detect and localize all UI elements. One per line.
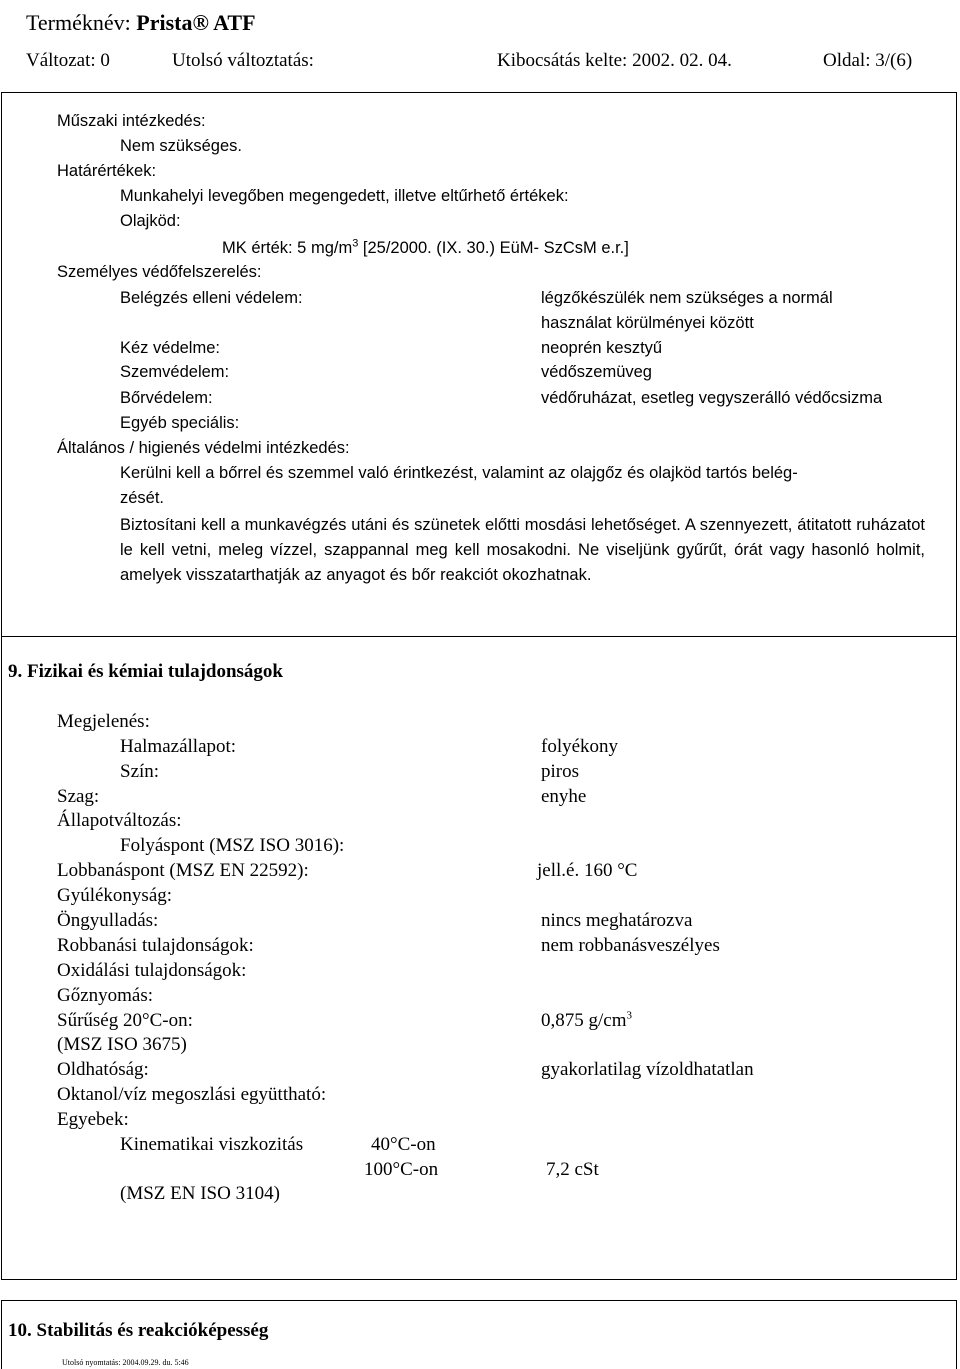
suru-value: [541, 1010, 632, 1032]
altalanos-label: Általános / higienés védelmi intézkedés:: [57, 439, 350, 457]
product-name-line: [26, 10, 256, 36]
szag-label: Szag:: [57, 786, 100, 807]
allapot-label: Állapotváltozás:: [57, 810, 182, 831]
robban-label: Robbanási tulajdonságok:: [57, 935, 254, 956]
szag-value: enyhe: [541, 786, 587, 807]
oldh-value: gyakorlatilag vízoldhatatlan: [541, 1059, 754, 1080]
protection-label-skin: Bőrvédelem:: [120, 389, 213, 407]
robban-value: nem robbanásveszélyes: [541, 935, 720, 956]
hatar-label: Határértékek:: [57, 162, 157, 180]
protection-label-eye: Szemvédelem:: [120, 363, 230, 381]
section10-left-border: [1, 1300, 2, 1369]
protection-label-other: Egyéb speciális:: [120, 414, 240, 432]
version-text: Változat: 0: [26, 50, 110, 71]
olajkod-label: Olajköd:: [120, 212, 181, 230]
goz-label: Gőznyomás:: [57, 985, 154, 1006]
hygiene-paragraph: Biztosítani kell a munkavégzés utáni és szünetek előtti mosdási lehetőséget. A szennyezett, átitatott ruházatot le kell vetni, meleg vízzel, szappannal meg kell mosakodni. Ne viseljünk gyűrűt, órát vagy hasonló holmit, amelyek visszatarthatják az anyagot és bőr reakciót okozhatnak.: [120, 516, 925, 584]
para1-line1: Kerülni kell a bőrrel és szemmel való érintkezést, valamint az olajgőz és olajköd tartós belég-: [120, 464, 798, 482]
kin-temp2: 100°C-on: [364, 1159, 439, 1180]
section9-title: 9. Fizikai és kémiai tulajdonságok: [8, 661, 283, 682]
suru-number: 0,875 g/cm: [541, 1010, 627, 1031]
protection-label-breathing: Belégzés elleni védelem:: [120, 289, 303, 307]
ongyull-value: nincs meghatározva: [541, 910, 693, 931]
mk-prefix: MK érték: 5 mg/m: [222, 239, 353, 257]
oktanol-label: Oktanol/víz megoszlási együttható:: [57, 1084, 327, 1105]
section10-right-border: [956, 1300, 957, 1369]
egyebek-label: Egyebek:: [57, 1109, 129, 1130]
print-footer: Utolsó nyomtatás: 2004.09.29. du. 5:46: [62, 1358, 189, 1367]
mk-value: [222, 239, 629, 258]
gyulek-label: Gyúlékonyság:: [57, 885, 173, 906]
muszaki-label: Műszaki intézkedés:: [57, 112, 206, 130]
kin-temp1: 40°C-on: [371, 1134, 436, 1155]
szemelyes-label: Személyes védőfelszerelés:: [57, 263, 262, 281]
lobban-value: jell.é. 160 °C: [537, 860, 638, 881]
last-change-text: Utolsó változtatás:: [172, 50, 314, 71]
oldh-label: Oldhatóság:: [57, 1059, 149, 1080]
szin-label: Szín:: [120, 761, 160, 782]
muszaki-value: Nem szükséges.: [120, 137, 242, 155]
protection-label-hand: Kéz védelme:: [120, 339, 220, 357]
product-name: Prista® ATF: [136, 10, 256, 35]
protection-value-skin: védőruházat, esetleg vegyszerálló védőcsizma: [541, 389, 883, 407]
mk-suffix: [25/2000. (IX. 30.) EüM- SzCsM e.r.]: [358, 239, 629, 257]
halmaz-label: Halmazállapot:: [120, 736, 237, 757]
oxid-label: Oxidálási tulajdonságok:: [57, 960, 247, 981]
hatar-desc: Munkahelyi levegőben megengedett, illetve eltűrhető értékek:: [120, 187, 569, 205]
section10-title: 10. Stabilitás és reakcióképesség: [8, 1320, 269, 1341]
protection-value-breathing-2: használat körülményei között: [541, 314, 754, 332]
kin-value2: 7,2 cSt: [546, 1159, 599, 1180]
kin-label: Kinematikai viszkozitás: [120, 1134, 304, 1155]
suru-label: Sűrűség 20°C-on:: [57, 1010, 193, 1031]
kin-std: (MSZ EN ISO 3104): [120, 1183, 280, 1204]
folyas-label: Folyáspont (MSZ ISO 3016):: [120, 835, 345, 856]
product-label: Terméknév:: [26, 10, 131, 35]
megjelenes-label: Megjelenés:: [57, 711, 150, 732]
ongyull-label: Öngyulladás:: [57, 910, 159, 931]
para1-line2: zését.: [120, 489, 165, 507]
halmaz-value: folyékony: [541, 736, 619, 757]
protection-value-hand: neoprén kesztyű: [541, 339, 663, 357]
protection-value-eye: védőszemüveg: [541, 363, 652, 381]
page-number: Oldal: 3/(6): [823, 50, 913, 71]
section-divider: [1, 636, 957, 637]
mk-sup: 3: [352, 237, 359, 250]
lobban-label: Lobbanáspont (MSZ EN 22592):: [57, 860, 309, 881]
section10-divider: [1, 1300, 957, 1301]
issue-date-text: Kibocsátás kelte: 2002. 02. 04.: [497, 50, 732, 71]
suru-std: (MSZ ISO 3675): [57, 1034, 187, 1055]
suru-sup: 3: [626, 1009, 632, 1022]
szin-value: piros: [541, 761, 579, 782]
protection-value-breathing: légzőkészülék nem szükséges a normál: [541, 289, 833, 307]
